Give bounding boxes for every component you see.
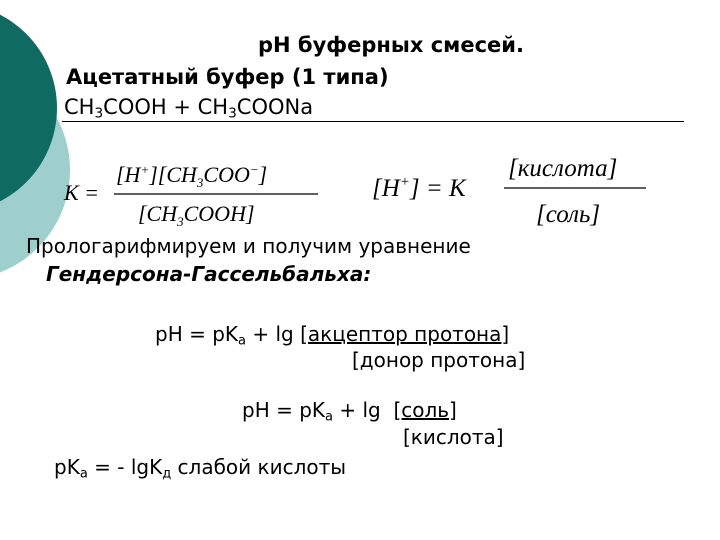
formula-salt-denominator: [соль]	[536, 201, 601, 228]
salt-formula-rest: COONa	[236, 95, 314, 119]
acid-formula-rest: COOH	[103, 95, 167, 119]
formula-h-lhs: [H+] = K	[372, 174, 466, 202]
formula-acid-numerator: [кислота]	[508, 155, 618, 182]
eq3-rest: слабой кислоты	[171, 455, 347, 479]
formula-k-lhs: K =	[64, 180, 100, 205]
eq1-mid: + lg	[246, 322, 301, 346]
salt-formula-part: CH	[197, 95, 229, 119]
eq1-numerator: [акцептор протона]	[300, 322, 510, 346]
acid-formula-part: CH	[64, 95, 95, 119]
henderson-equation-acetate	[242, 398, 457, 424]
eq3-lgk-sub: д	[162, 466, 172, 482]
formula-numerator: $[H^+][CH_3COO^-]$	[116, 162, 268, 190]
eq2-prefix: pH = pK	[242, 398, 326, 422]
hydrogen-ion-formula	[370, 150, 660, 232]
acid-formula-sub: 3	[94, 105, 104, 122]
eq3-pk-sub: a	[79, 466, 88, 482]
eq3-lgk: = - lgK	[87, 455, 163, 479]
salt-formula-sub: 3	[228, 105, 237, 122]
text-logarithm-intro: Прологарифмируем и получим уравнение	[26, 234, 471, 258]
henderson-equation-general	[155, 322, 509, 348]
text-equation-name: Гендерсона-Гассельбальха:	[46, 262, 372, 286]
eq2-denominator: [кислота]	[403, 425, 504, 449]
plus-sign: +	[166, 95, 198, 119]
eq2-numerator: [соль]	[393, 398, 457, 422]
eq3-pk: pK	[54, 455, 80, 479]
eq1-denominator: [донор протона]	[352, 348, 526, 372]
eq2-prefix-sub: a	[325, 409, 333, 425]
slide-title: pH буферных смесей.	[258, 33, 524, 57]
formula-denominator: $[CH_3COOH]$	[138, 201, 255, 228]
dissociation-constant-formula	[62, 158, 332, 228]
divider-line	[62, 121, 684, 122]
buffer-reaction	[64, 95, 313, 121]
eq1-prefix: pH = pK	[155, 322, 239, 346]
eq2-mid: + lg	[333, 398, 394, 422]
eq1-prefix-sub: a	[238, 333, 246, 349]
pka-definition	[54, 455, 346, 481]
slide-subtitle: Ацетатный буфер (1 типа)	[66, 65, 389, 89]
